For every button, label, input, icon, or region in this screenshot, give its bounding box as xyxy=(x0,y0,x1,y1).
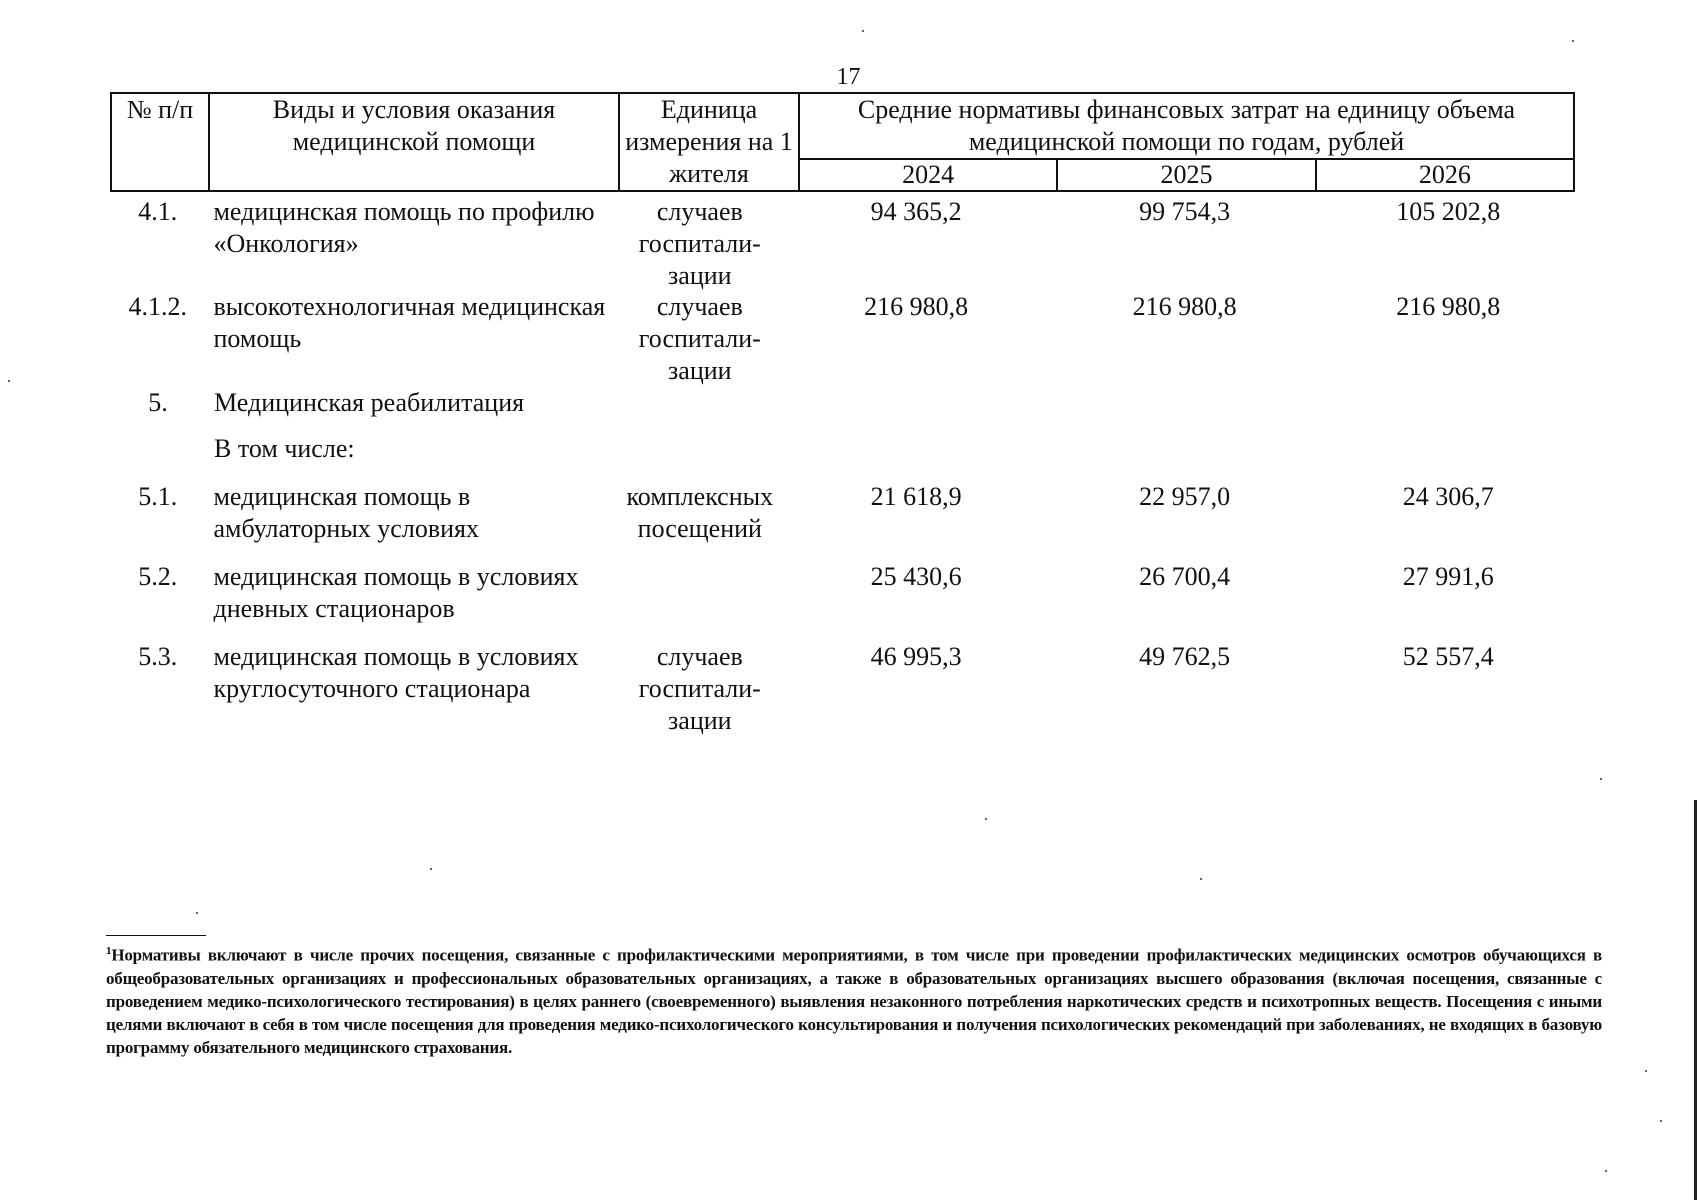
footnote xyxy=(106,940,1602,1059)
scan-speck xyxy=(1200,878,1202,880)
footnote-separator xyxy=(106,935,206,936)
row-kind: медицинская помощь в амбулаторных условиях xyxy=(213,482,479,543)
table-row xyxy=(110,433,1575,481)
row-value-2024: 94 365,2 xyxy=(870,197,962,226)
table-row xyxy=(110,561,1575,641)
table-row xyxy=(110,481,1575,561)
row-value-2026: 52 557,4 xyxy=(1402,642,1494,671)
scan-speck xyxy=(196,912,198,914)
row-number: 5.3. xyxy=(138,642,178,671)
row-value-2025: 26 700,4 xyxy=(1139,562,1231,591)
row-number: 4.1.2. xyxy=(128,292,187,321)
col-header-year-2026: 2026 xyxy=(1316,159,1574,191)
row-value-2026: 27 991,6 xyxy=(1402,562,1494,591)
row-unit: случаев госпитали-зации xyxy=(638,292,761,385)
table-header xyxy=(110,92,1575,192)
row-unit: случаев госпитали-зации xyxy=(638,642,761,735)
row-value-2026: 24 306,7 xyxy=(1402,482,1494,511)
scan-speck xyxy=(8,380,10,382)
col-header-norms: Средние нормативы финансовых затрат на единицу объема медицинской помощи по годам, рублей xyxy=(799,93,1574,159)
scan-speck xyxy=(1645,1070,1647,1072)
page-number: 17 xyxy=(836,64,861,90)
table-row xyxy=(110,196,1575,291)
footnote-marker: 1 xyxy=(106,945,112,957)
row-value-2024: 216 980,8 xyxy=(864,292,969,321)
row-kind: В том числе: xyxy=(214,434,355,463)
row-kind: медицинская помощь в условиях круглосуточного стационара xyxy=(213,642,579,703)
row-kind: Медицинская реабилитация xyxy=(214,388,525,417)
col-header-year-2025: 2025 xyxy=(1057,159,1315,191)
scan-speck xyxy=(985,818,987,820)
row-kind: высокотехнологичная медицинская помощь xyxy=(213,292,606,353)
row-value-2024: 21 618,9 xyxy=(870,482,962,511)
scan-speck xyxy=(1600,778,1602,780)
row-value-2025: 22 957,0 xyxy=(1139,482,1231,511)
table-row xyxy=(110,291,1575,387)
col-header-number: № п/п xyxy=(111,93,209,191)
scan-speck xyxy=(1605,1170,1607,1172)
table-row xyxy=(110,641,1575,737)
row-number xyxy=(110,433,206,481)
table-body xyxy=(110,196,1575,737)
scan-speck xyxy=(1572,40,1574,42)
row-number: 4.1. xyxy=(138,197,178,226)
row-value-2024: 25 430,6 xyxy=(870,562,962,591)
row-value-2025: 49 762,5 xyxy=(1139,642,1231,671)
row-unit: комплексных посещений xyxy=(626,482,774,543)
row-number: 5.1. xyxy=(138,482,178,511)
row-number: 5.2. xyxy=(138,562,178,591)
col-header-unit: Единица измерения на 1 жителя xyxy=(619,93,799,191)
scan-speck xyxy=(862,30,864,32)
row-value-2026: 216 980,8 xyxy=(1396,292,1501,321)
footnote-text: Нормативы включают в числе прочих посещения, связанные с профилактическими мероприятиями, в том числе при проведении профилактических медицинских осмотров обучающихся в общеобразовательных организациях и профессиональных образовательных организациях, а также в образовательных организациях высшего образования (включая посещения, связанные с проведением медико-психологического тестирования) в целях раннего (своевременного) выявления незаконного потребления наркотических средств и психотропных веществ. Посещения с иными целями включают в себя в том числе посещения для проведения медико-психологического консультирования и получения психологических рекомендаций при заболеваниях, не входящих в базовую программу обязательного медицинского страхования. xyxy=(106,945,1602,1057)
row-unit: случаев госпитали-зации xyxy=(638,197,761,290)
col-header-year-2024: 2024 xyxy=(799,159,1057,191)
scan-speck xyxy=(1660,1120,1662,1122)
row-kind: медицинская помощь по профилю «Онкология» xyxy=(213,197,595,258)
row-value-2024: 46 995,3 xyxy=(870,642,962,671)
row-unit xyxy=(615,561,784,641)
row-value-2026: 105 202,8 xyxy=(1396,197,1501,226)
row-value-2025: 216 980,8 xyxy=(1132,292,1237,321)
scan-speck xyxy=(430,868,432,870)
row-kind: медицинская помощь в условиях дневных стационаров xyxy=(213,562,579,623)
col-header-kind: Виды и условия оказания медицинской помощи xyxy=(209,93,619,191)
table-row xyxy=(110,387,1575,433)
row-number: 5. xyxy=(148,388,168,417)
row-value-2025: 99 754,3 xyxy=(1139,197,1231,226)
